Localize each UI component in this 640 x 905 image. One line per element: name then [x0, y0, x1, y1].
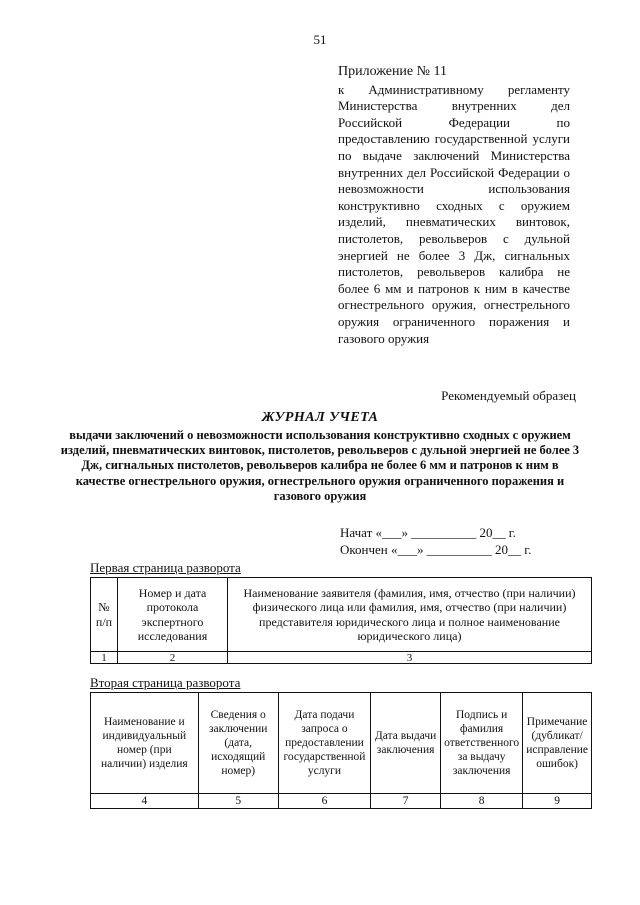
table-number-row: [91, 652, 592, 664]
journal-title: ЖУРНАЛ УЧЕТА: [261, 410, 379, 425]
header-cell: № п/п: [91, 578, 118, 652]
started-date: Начат «___» __________ 20__ г.: [340, 525, 516, 540]
table-number-row: [91, 794, 592, 809]
header-cell: Наименование заявителя (фамилия, имя, отчество (при наличии) физического лица или фамилия, имя, отчество (при наличии) представителя юридического лица и полное наименование юридического лица): [228, 578, 592, 652]
journal-dates: [340, 524, 531, 558]
spread1-heading: Первая страница разворота: [90, 560, 241, 575]
column-number: 5: [198, 794, 278, 809]
column-number: 3: [228, 652, 592, 664]
header-cell: Дата подачи запроса о предоставлении государственной услуги: [278, 693, 370, 794]
spread2-heading: Вторая страница разворота: [90, 675, 241, 690]
header-cell: Подпись и фамилия ответственного за выдачу заключения: [441, 693, 523, 794]
annex-block: [338, 64, 570, 347]
column-number: 1: [91, 652, 118, 664]
header-cell: Примечание (дубликат/ исправление ошибок): [523, 693, 592, 794]
column-number: 8: [441, 794, 523, 809]
annex-title: Приложение № 11: [338, 64, 447, 79]
column-number: 4: [91, 794, 199, 809]
header-cell: Сведения о заключении (дата, исходящий номер): [198, 693, 278, 794]
header-cell: Номер и дата протокола экспертного исследования: [118, 578, 228, 652]
ended-date: Окончен «___» __________ 20__ г.: [340, 542, 532, 557]
annex-text: к Административному регламенту Министерства внутренних дел Российской Федерации по предоставлению государственной услуги по выдаче заключений Министерства внутренних дел Российской Федерации о невозможности использования конструктивно сходных с оружием изделий, пневматических винтовок, пистолетов, револьверов с дульной энергией не более 3 Дж, сигнальных пистолетов, револьверов калибра не более 6 мм и патронов к ним в качестве огнестрельного оружия, огнестрельного оружия ограниченного поражения и газового оружия: [338, 81, 570, 346]
column-number: 6: [278, 794, 370, 809]
column-number: 7: [371, 794, 441, 809]
column-number: 2: [118, 652, 228, 664]
table-header-row: [91, 693, 592, 794]
page-number: 51: [313, 32, 327, 47]
header-cell: Наименование и индивидуальный номер (при наличии) изделия: [91, 693, 199, 794]
journal-title-block: [60, 410, 580, 504]
journal-subtitle: выдачи заключений о невозможности использования конструктивно сходных с оружием изделий, пневматических винтовок, пистолетов, револьверов с дульной энергией не более 3 Дж, сигнальных пистолетов, револьверов калибра не более 6 мм и патронов к ним в качестве огнестрельного оружия, огнестрельного оружия ограниченного поражения и газового оружия: [60, 428, 580, 503]
table-header-row: [91, 578, 592, 652]
sample-label: Рекомендуемый образец: [441, 388, 576, 403]
column-number: 9: [523, 794, 592, 809]
spread2-table: [90, 692, 592, 809]
spread1-table: [90, 577, 592, 664]
header-cell: Дата выдачи заключения: [371, 693, 441, 794]
